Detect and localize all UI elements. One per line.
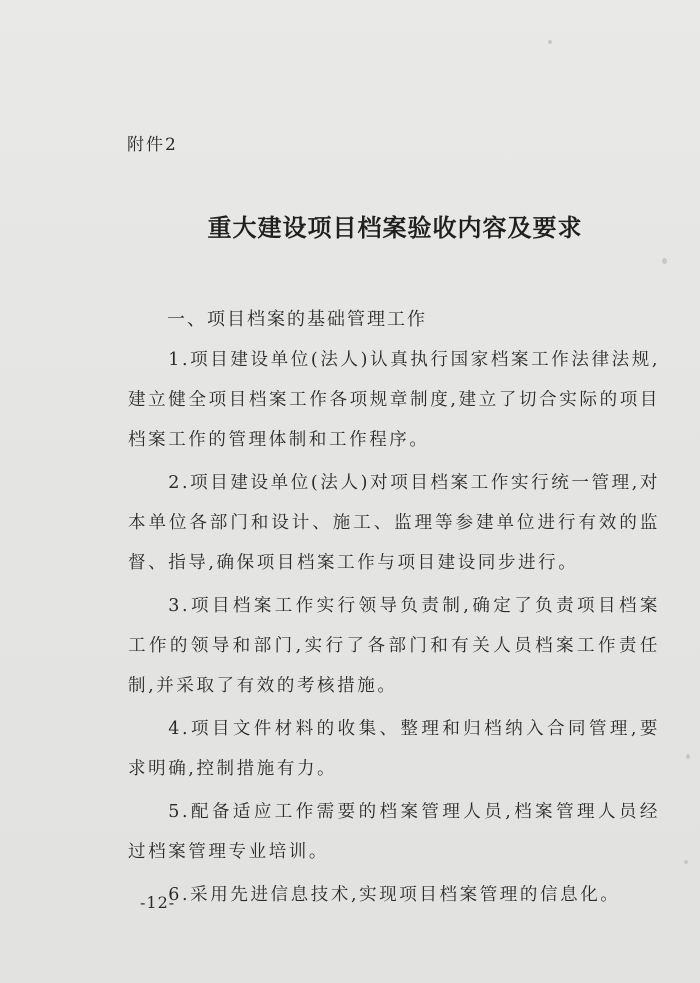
paragraph-4: 4.项目文件材料的收集、整理和归档纳入合同管理,要求明确,控制措施有力。: [128, 719, 660, 779]
paragraph-2: 2.项目建设单位(法人)对项目档案工作实行统一管理,对本单位各部门和设计、施工、监理等参建单位进行有效的监督、指导,确保项目档案工作与项目建设同步进行。: [128, 473, 660, 573]
page-number: -12-: [140, 893, 176, 912]
attachment-label: 附件2: [127, 135, 178, 155]
section-heading: 一、项目档案的基础管理工作: [167, 309, 427, 330]
scan-speck: [686, 754, 690, 759]
document-title: 重大建设项目档案验收内容及要求: [207, 213, 583, 242]
paragraph-3: 3.项目档案工作实行领导负责制,确定了负责项目档案工作的领导和部门,实行了各部门和有关人员档案工作责任制,并采取了有效的考核措施。: [128, 596, 660, 696]
paragraph-6: 6.采用先进信息技术,实现项目档案管理的信息化。: [168, 885, 621, 905]
body-text: [128, 340, 660, 918]
paragraph-1: 1.项目建设单位(法人)认真执行国家档案工作法律法规,建立健全项目档案工作各项规章制度,建立了切合实际的项目档案工作的管理体制和工作程序。: [128, 350, 660, 450]
scan-speck: [548, 40, 552, 44]
scan-speck: [662, 258, 667, 264]
paragraph-5: 5.配备适应工作需要的档案管理人员,档案管理人员经过档案管理专业培训。: [128, 802, 660, 862]
scan-speck: [684, 860, 688, 864]
